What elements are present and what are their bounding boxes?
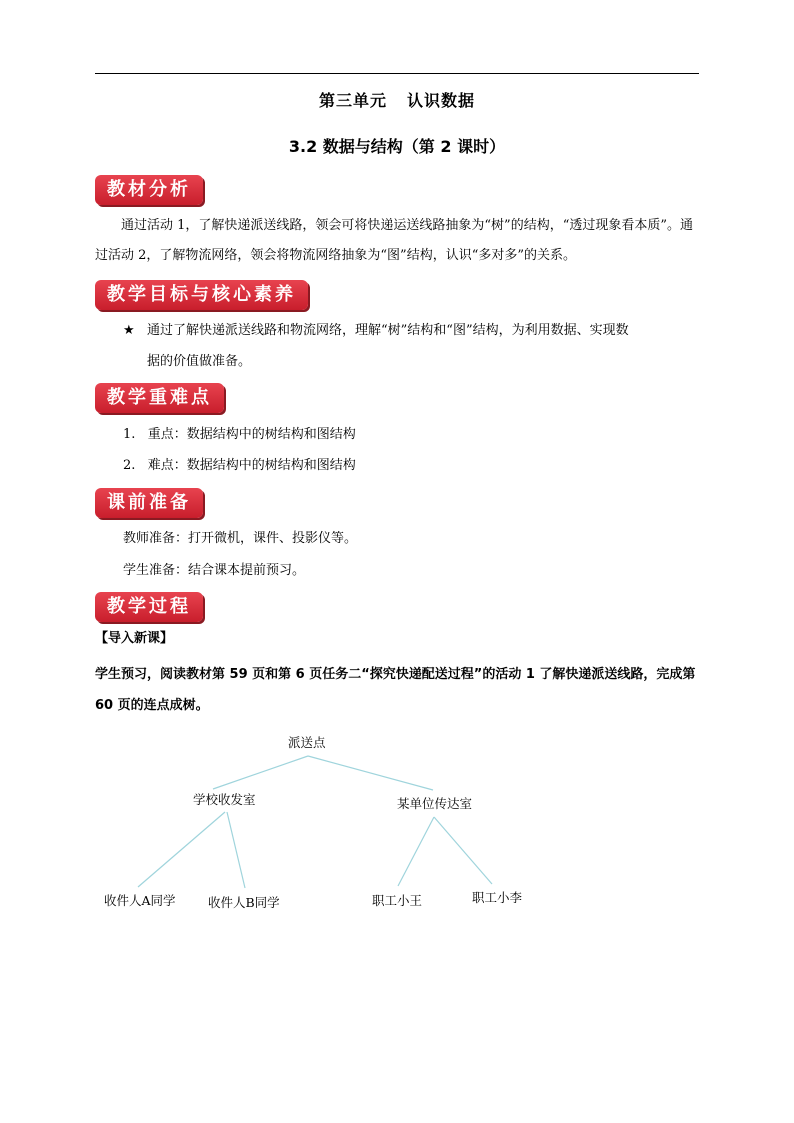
- key-point-item: 1. 重点：数据结构中的树结构和图结构: [123, 427, 356, 442]
- analysis-paragraph: 通过活动 1，了解快递派送线路，领会可将快递运送线路抽象为“树”的结构，“透过现象看本质”。通过活动 2，了解物流网络，领会将物流网络抽象为“图”结构，认识“多对多”的关系。: [95, 218, 693, 263]
- edge-right-child-1: [398, 817, 434, 886]
- edge-root-left: [213, 756, 308, 789]
- goals-line-1: [123, 321, 629, 341]
- unit-number: 第三单元: [318, 91, 387, 110]
- tree-left-node: 学校收发室: [193, 792, 256, 807]
- section-tag-process: 教学过程: [95, 592, 203, 622]
- lesson-title: 3.2 数据与结构（第 2 课时）: [288, 137, 506, 156]
- section-tag-analysis: 教材分析: [95, 175, 203, 205]
- difficult-point-item: 2. 难点：数据结构中的树结构和图结构: [123, 458, 356, 473]
- section-tag-key-points: 教学重难点: [95, 383, 224, 413]
- teacher-prep: 教师准备：打开微机，课件、投影仪等。: [123, 531, 358, 546]
- tree-leaf-a: 收件人A同学: [104, 893, 176, 908]
- student-prep: 学生准备：结合课本提前预习。: [123, 563, 306, 578]
- section-tag-goals: 教学目标与核心素养: [95, 280, 308, 310]
- tree-leaf-li: 职工小李: [472, 890, 523, 905]
- intro-paragraph: 学生预习，阅读教材第 59 页和第 6 页任务二“探究快递配送过程”的活动 1 了解快递派送线路，完成第 60 页的连点成树。: [95, 667, 696, 713]
- intro-heading: 【导入新课】: [95, 631, 174, 646]
- goals-line-2: 据的价值做准备。: [147, 354, 252, 369]
- edge-root-right: [308, 756, 433, 790]
- edge-left-child-b: [227, 812, 245, 888]
- tree-right-node: 某单位传达室: [397, 796, 473, 811]
- goals-text-1: 通过了解快递派送线路和物流网络，理解“树”结构和“图”结构，为利用数据、实现数: [147, 323, 629, 338]
- unit-title: [0, 88, 794, 111]
- edge-left-child-a: [138, 812, 225, 887]
- star-icon: ★: [123, 323, 135, 338]
- tree-leaf-b: 收件人B同学: [208, 895, 280, 910]
- top-rule: [95, 73, 699, 74]
- edge-right-child-2: [434, 817, 492, 884]
- unit-topic: 认识数据: [407, 91, 476, 110]
- tree-root-label: 派送点: [288, 735, 326, 750]
- tree-leaf-wang: 职工小王: [372, 893, 423, 908]
- section-tag-prep: 课前准备: [95, 488, 203, 518]
